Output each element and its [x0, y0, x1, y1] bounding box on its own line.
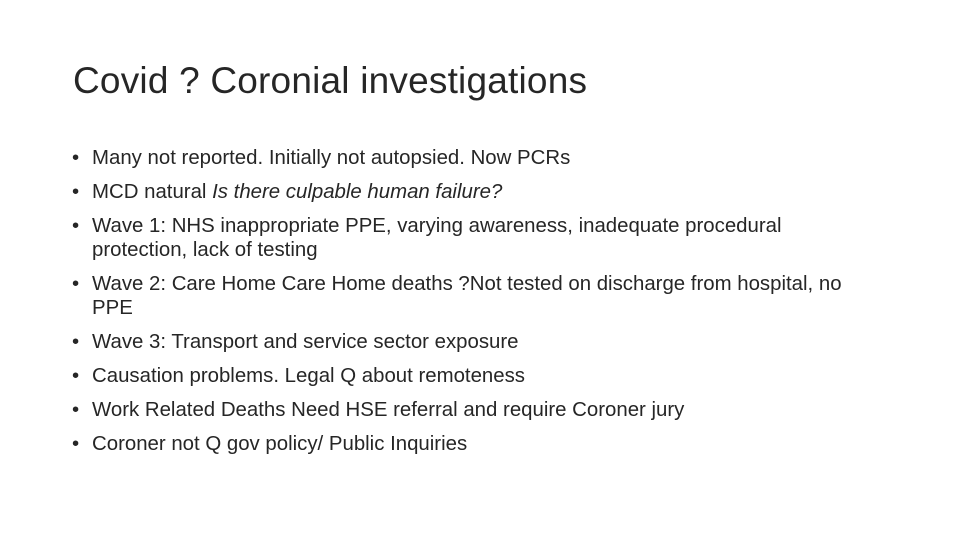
bullet-text: MCD natural: [92, 181, 213, 203]
bullet-text: Coroner not Q gov policy/ Public Inquiries: [92, 433, 468, 455]
bullet-text: Wave 2: Care Home Care Home deaths ?Not tested on discharge from hospital, no PPE: [92, 273, 842, 319]
bullet-icon: •: [72, 215, 80, 237]
bullet-item-wave-3: [72, 330, 872, 354]
bullet-icon: •: [72, 399, 80, 421]
bullet-icon: •: [72, 273, 80, 295]
bullet-item-causation: [72, 364, 872, 388]
bullet-icon: •: [72, 365, 80, 387]
bullet-icon: •: [72, 181, 80, 203]
bullet-item-reporting: [72, 146, 872, 170]
bullet-item-gov-policy: [72, 432, 872, 456]
bullet-list: [72, 146, 872, 466]
bullet-item-work-related-deaths: [72, 398, 872, 422]
bullet-text: Causation problems. Legal Q about remoteness: [92, 365, 525, 387]
bullet-text: Wave 3: Transport and service sector exposure: [92, 331, 519, 353]
bullet-text: Work Related Deaths Need HSE referral and require Coroner jury: [92, 399, 685, 421]
bullet-item-wave-1: [72, 214, 872, 262]
slide-title: Covid ? Coronial investigations: [73, 60, 588, 101]
bullet-icon: •: [72, 331, 80, 353]
bullet-item-wave-2: [72, 272, 872, 320]
bullet-icon: •: [72, 433, 80, 455]
bullet-text: Wave 1: NHS inappropriate PPE, varying awareness, inadequate procedural protection, lack of testing: [92, 215, 782, 261]
bullet-text: Many not reported. Initially not autopsied. Now PCRs: [92, 147, 571, 169]
bullet-icon: •: [72, 147, 80, 169]
bullet-text-italic: Is there culpable human failure?: [212, 181, 503, 203]
bullet-item-mcd-natural: [72, 180, 872, 204]
